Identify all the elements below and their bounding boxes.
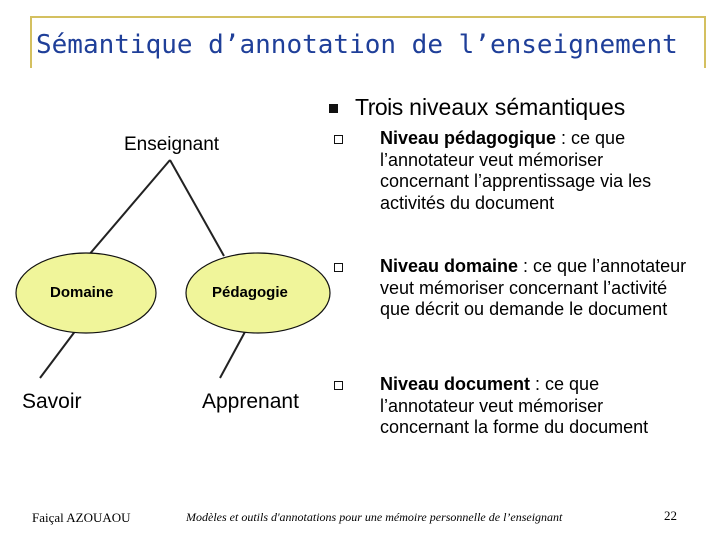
pedagogie-label: Pédagogie [212, 284, 288, 301]
enseignant-label: Enseignant [124, 134, 220, 155]
edge-root-left [88, 160, 170, 256]
bullet-term: Niveau pédagogique [380, 128, 557, 148]
bullet-term: Niveau domaine [380, 256, 519, 276]
bullets-heading: Trois niveaux sémantiques [355, 94, 626, 120]
domaine-label: Domaine [50, 284, 114, 301]
edge-left-leaf [40, 330, 76, 378]
hollow-square-bullet-icon [334, 381, 343, 390]
hollow-square-bullet-icon [334, 263, 343, 272]
page-number: 22 [664, 508, 677, 523]
bullet-description: : ce que l’annotateur veut mémoriser concernant la forme du document [380, 374, 649, 437]
slide-title: Sémantique d’annotation de l’enseignement [36, 30, 678, 60]
apprenant-label: Apprenant [202, 390, 299, 413]
bullet-description: : ce que l’annotateur veut mémoriser concernant l’apprentissage via les activités du document [380, 128, 652, 213]
edge-right-leaf [220, 330, 246, 378]
savoir-label: Savoir [22, 390, 82, 413]
footer-author: Faiçal AZOUAOU [32, 510, 131, 525]
bullet-description: : ce que l’annotateur veut mémoriser concernant l’activité que décrit ou demande le document [380, 256, 687, 319]
hollow-square-bullet-icon [334, 135, 343, 144]
edge-root-right [170, 160, 224, 256]
square-bullet-icon [329, 104, 338, 113]
footer-caption: Modèles et outils d'annotations pour une mémoire personnelle de l’enseignant [186, 510, 563, 524]
bullet-term: Niveau document [380, 374, 531, 394]
